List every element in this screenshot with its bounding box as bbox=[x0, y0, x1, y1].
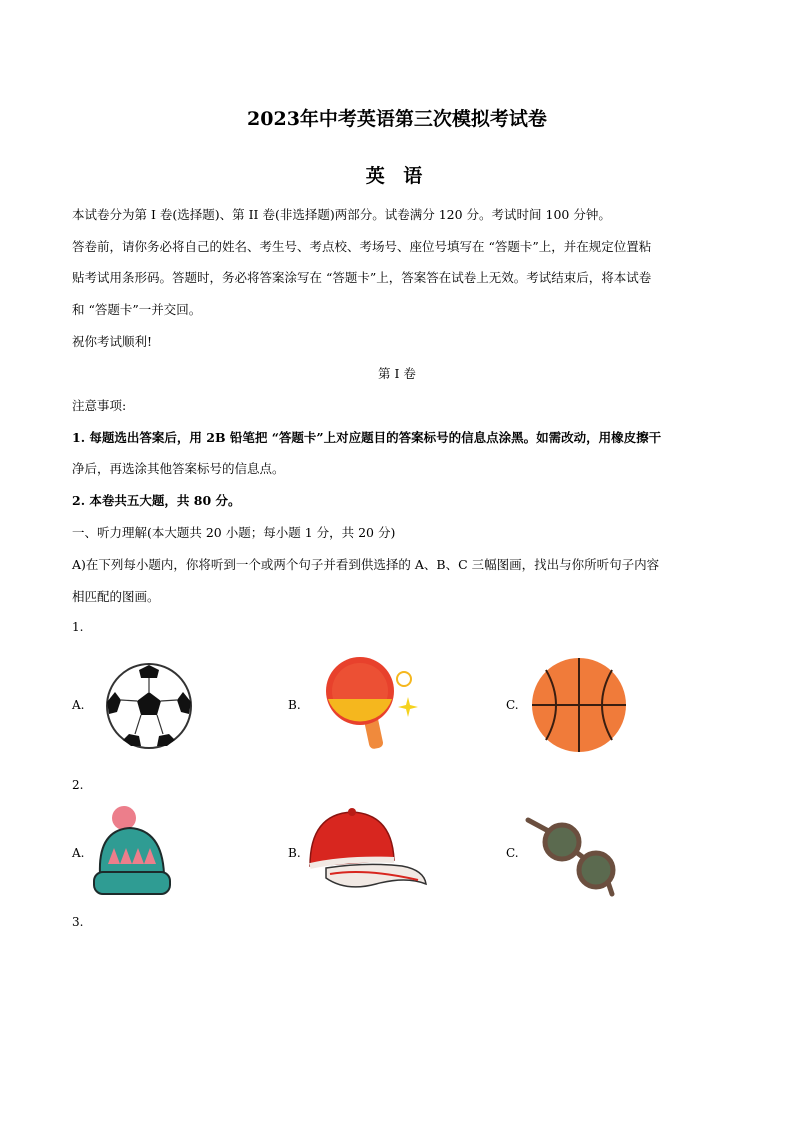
intro-line-3: 贴考试用条形码。答题时，务必将答案涂写在 “答题卡”上，答案答在试卷上无效。考试结束后，将本试卷 bbox=[72, 270, 652, 285]
instruction-a-2: 相匹配的图画。 bbox=[72, 589, 160, 604]
ping-pong-paddle-icon bbox=[322, 655, 422, 755]
q2-option-a-label: A. bbox=[72, 846, 85, 860]
exam-title: 2023年中考英语第三次模拟考试卷 bbox=[247, 108, 547, 130]
part1-heading: 第 I 卷 bbox=[378, 366, 416, 381]
question-2-number: 2. bbox=[72, 778, 84, 792]
note-1a: 1. 每题选出答案后，用 2B 铅笔把 “答题卡”上对应题目的答案标号的信息点涂黑。如需改动，用橡皮擦干 bbox=[72, 430, 662, 445]
knit-hat-icon bbox=[90, 804, 172, 898]
basketball-icon bbox=[530, 656, 628, 754]
section-1-heading: 一、听力理解(本大题共 20 小题；每小题 1 分，共 20 分) bbox=[72, 525, 396, 540]
question-3-number: 3. bbox=[72, 915, 84, 929]
note-2: 2. 本卷共五大题，共 80 分。 bbox=[72, 493, 241, 508]
question-1-number: 1. bbox=[72, 620, 84, 634]
soccer-ball-icon bbox=[105, 662, 193, 750]
q2-option-b-label: B. bbox=[288, 846, 301, 860]
instruction-a-1: A)在下列每小题内，你将听到一个或两个句子并看到供选择的 A、B、C 三幅图画，找出与你所听句子内容 bbox=[72, 557, 660, 572]
q2-option-c-label: C. bbox=[506, 846, 519, 860]
sunglasses-icon bbox=[524, 808, 620, 900]
q1-option-c-label: C. bbox=[506, 698, 519, 712]
q1-option-b-label: B. bbox=[288, 698, 301, 712]
intro-line-1: 本试卷分为第 I 卷(选择题)、第 II 卷(非选择题)两部分。试卷满分 120 分。考试时间 100 分钟。 bbox=[72, 207, 611, 222]
note-1b: 净后，再选涂其他答案标号的信息点。 bbox=[72, 461, 285, 476]
exam-subject: 英 语 bbox=[365, 165, 429, 187]
notes-title: 注意事项: bbox=[72, 398, 127, 413]
intro-line-2: 答卷前，请你务必将自己的姓名、考生号、考点校、考场号、座位号填写在 “答题卡”上，并在规定位置粘 bbox=[72, 239, 652, 254]
baseball-cap-icon bbox=[306, 804, 430, 900]
intro-wish: 祝你考试顺利! bbox=[72, 334, 153, 349]
intro-line-4: 和 “答题卡”一并交回。 bbox=[72, 302, 202, 317]
q1-option-a-label: A. bbox=[72, 698, 85, 712]
